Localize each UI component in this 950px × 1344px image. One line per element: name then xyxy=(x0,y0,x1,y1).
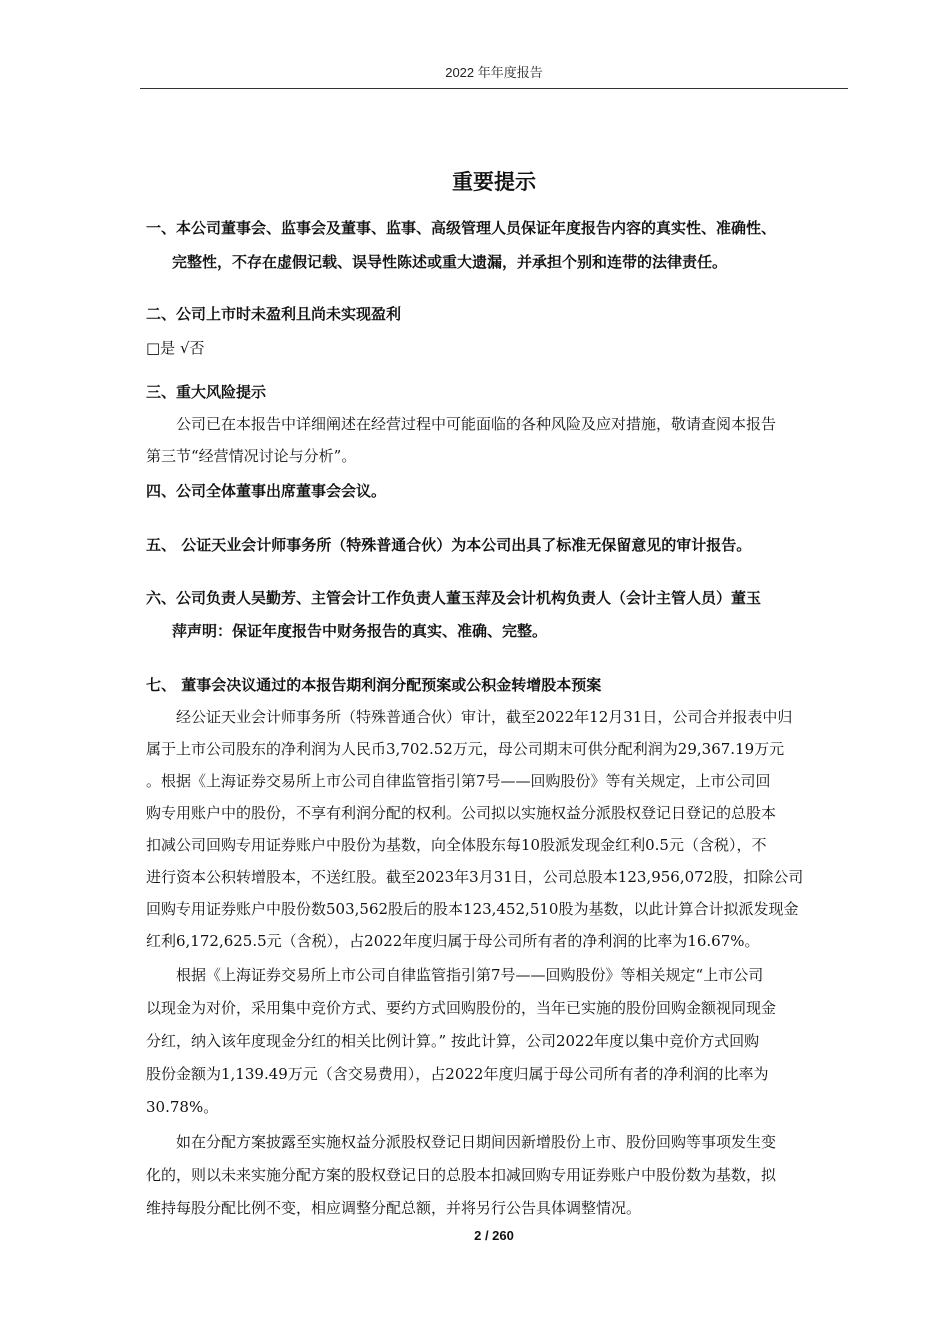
section-7-p1-line: 经公证天业会计师事务所（特殊普通合伙）审计，截至2022年12月31日，公司合并报表中归 xyxy=(176,708,793,726)
section-6-line-1: 六、公司负责人吴勤芳、主管会计工作负责人董玉萍及会计机构负责人（会计主管人员）董玉 xyxy=(146,589,762,607)
section-1-line-1: 一、本公司董事会、监事会及董事、监事、高级管理人员保证年度报告内容的真实性、准确性、 xyxy=(146,219,777,237)
section-7-p1-line: 扣减公司回购专用证券账户中股份为基数，向全体股东每10股派发现金红利0.5元（含税），不 xyxy=(146,836,767,854)
section-4-heading: 四、公司全体董事出席董事会会议。 xyxy=(146,482,387,500)
section-7-p1-line: 购专用账户中的股份，不享有利润分配的权利。公司拟以实施权益分派股权登记日登记的总股本 xyxy=(146,804,777,822)
section-7-p1-line: 。根据《上海证券交易所上市公司自律监管指引第7号——回购股份》等有关规定，上市公司回 xyxy=(146,772,771,790)
section-2-heading: 二、公司上市时未盈利且尚未实现盈利 xyxy=(146,305,402,323)
section-7-p3-line: 维持每股分配比例不变，相应调整分配总额，并将另行公告具体调整情况。 xyxy=(146,1199,642,1217)
section-7-p1-line: 红利6,172,625.5元（含税），占2022年度归属于母公司所有者的净利润的比率为16.67%。 xyxy=(146,932,760,950)
section-7-p1-line: 进行资本公积转增股本，不送红股。截至2023年3月31日，公司总股本123,956,072股，扣除公司 xyxy=(146,868,804,886)
section-7-p2-line: 根据《上海证券交易所上市公司自律监管指引第7号——回购股份》等相关规定“上市公司 xyxy=(176,966,764,984)
section-1-line-2: 完整性，不存在虚假记载、误导性陈述或重大遗漏，并承担个别和连带的法律责任。 xyxy=(172,253,728,271)
section-7-p1-line: 回购专用证券账户中股份数503,562股后的股本123,452,510股为基数，以此计算合计拟派发现金 xyxy=(146,900,799,918)
running-header: 2022 年年度报告 xyxy=(445,65,543,80)
section-7-p3-line: 化的，则以未来实施分配方案的股权登记日的总股本扣减回购专用证券账户中股份数为基数，拟 xyxy=(146,1166,777,1184)
section-3-line-2: 第三节“经营情况讨论与分析”。 xyxy=(146,447,357,465)
section-7-p3-line: 如在分配方案披露至实施权益分派股权登记日期间因新增股份上市、股份回购等事项发生变 xyxy=(176,1133,777,1151)
header-divider xyxy=(140,88,848,89)
section-2-options: □是 √否 xyxy=(146,339,205,357)
section-7-p2-line: 股份金额为1,139.49万元（含交易费用），占2022年度归属于母公司所有者的净利润的比率为 xyxy=(146,1065,769,1083)
section-7-p1-line: 属于上市公司股东的净利润为人民币3,702.52万元，母公司期末可供分配利润为29,367.19万元 xyxy=(146,740,785,758)
section-7-p2-line: 30.78%。 xyxy=(146,1098,219,1116)
section-7-heading: 七、 董事会决议通过的本报告期利润分配预案或公积金转增股本预案 xyxy=(146,676,602,694)
section-7-p2-line: 以现金为对价，采用集中竞价方式、要约方式回购股份的，当年已实施的股份回购金额视同现金 xyxy=(146,999,777,1017)
section-5-heading: 五、 公证天业会计师事务所（特殊普通合伙）为本公司出具了标准无保留意见的审计报告。 xyxy=(146,536,752,554)
section-6-line-2: 萍声明：保证年度报告中财务报告的真实、准确、完整。 xyxy=(172,622,548,640)
section-3-heading: 三、重大风险提示 xyxy=(146,383,267,401)
section-7-p2-line: 分红，纳入该年度现金分红的相关比例计算。” 按此计算，公司2022年度以集中竞价方式回购 xyxy=(146,1032,760,1050)
page-number: 2 / 260 xyxy=(474,1228,514,1243)
section-3-line-1: 公司已在本报告中详细阐述在经营过程中可能面临的各种风险及应对措施，敬请查阅本报告 xyxy=(176,415,777,433)
page-title: 重要提示 xyxy=(452,170,536,194)
